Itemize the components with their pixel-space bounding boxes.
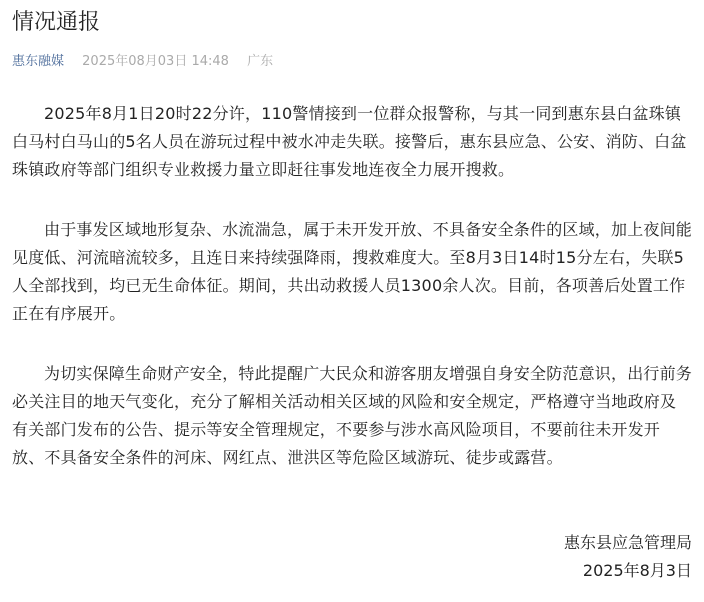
article-body: [12, 100, 692, 504]
signature-block: [564, 529, 692, 585]
publish-time: 2025年08月03日 14:48: [82, 54, 229, 69]
publish-location: 广东: [247, 54, 274, 69]
paragraph-2: 由于事发区域地形复杂、水流湍急，属于未开发开放、不具备安全条件的区域，加上夜间能见度低、河流暗流较多，且连日来持续强降雨，搜救难度大。至8月3日14时15分左右，失联5人全部找到，均已无生命体征。期间，共出动救援人员1300余人次。目前，各项善后处置工作正在有序展开。: [12, 220, 693, 323]
paragraph-3: 为切实保障生命财产安全，特此提醒广大民众和游客朋友增强自身安全防范意识，出行前务必关注目的地天气变化，充分了解相关活动相关区域的风险和安全规定，严格遵守当地政府及有关部门发布的公告、提示等安全管理规定，不要参与涉水高风险项目，不要前往未开发开放、不具备安全条件的河床、网红点、泄洪区等危险区域游玩、徒步或露营。: [12, 364, 693, 467]
issuer-name: 惠东县应急管理局: [563, 533, 692, 552]
paragraph-1: 2025年8月1日20时22分许，110警情接到一位群众报警称，与其一同到惠东县白盆珠镇白马村白马山的5名人员在游玩过程中被水冲走失联。接警后，惠东县应急、公安、消防、白盆珠镇政府等部门组织专业救援力量立即赶往事发地连夜全力展开搜救。: [12, 104, 687, 179]
article-meta: [12, 53, 273, 71]
source-link[interactable]: 惠东融媒: [12, 54, 65, 69]
issue-date: 2025年8月3日: [582, 561, 692, 580]
article-title: 情况通报: [12, 10, 101, 35]
